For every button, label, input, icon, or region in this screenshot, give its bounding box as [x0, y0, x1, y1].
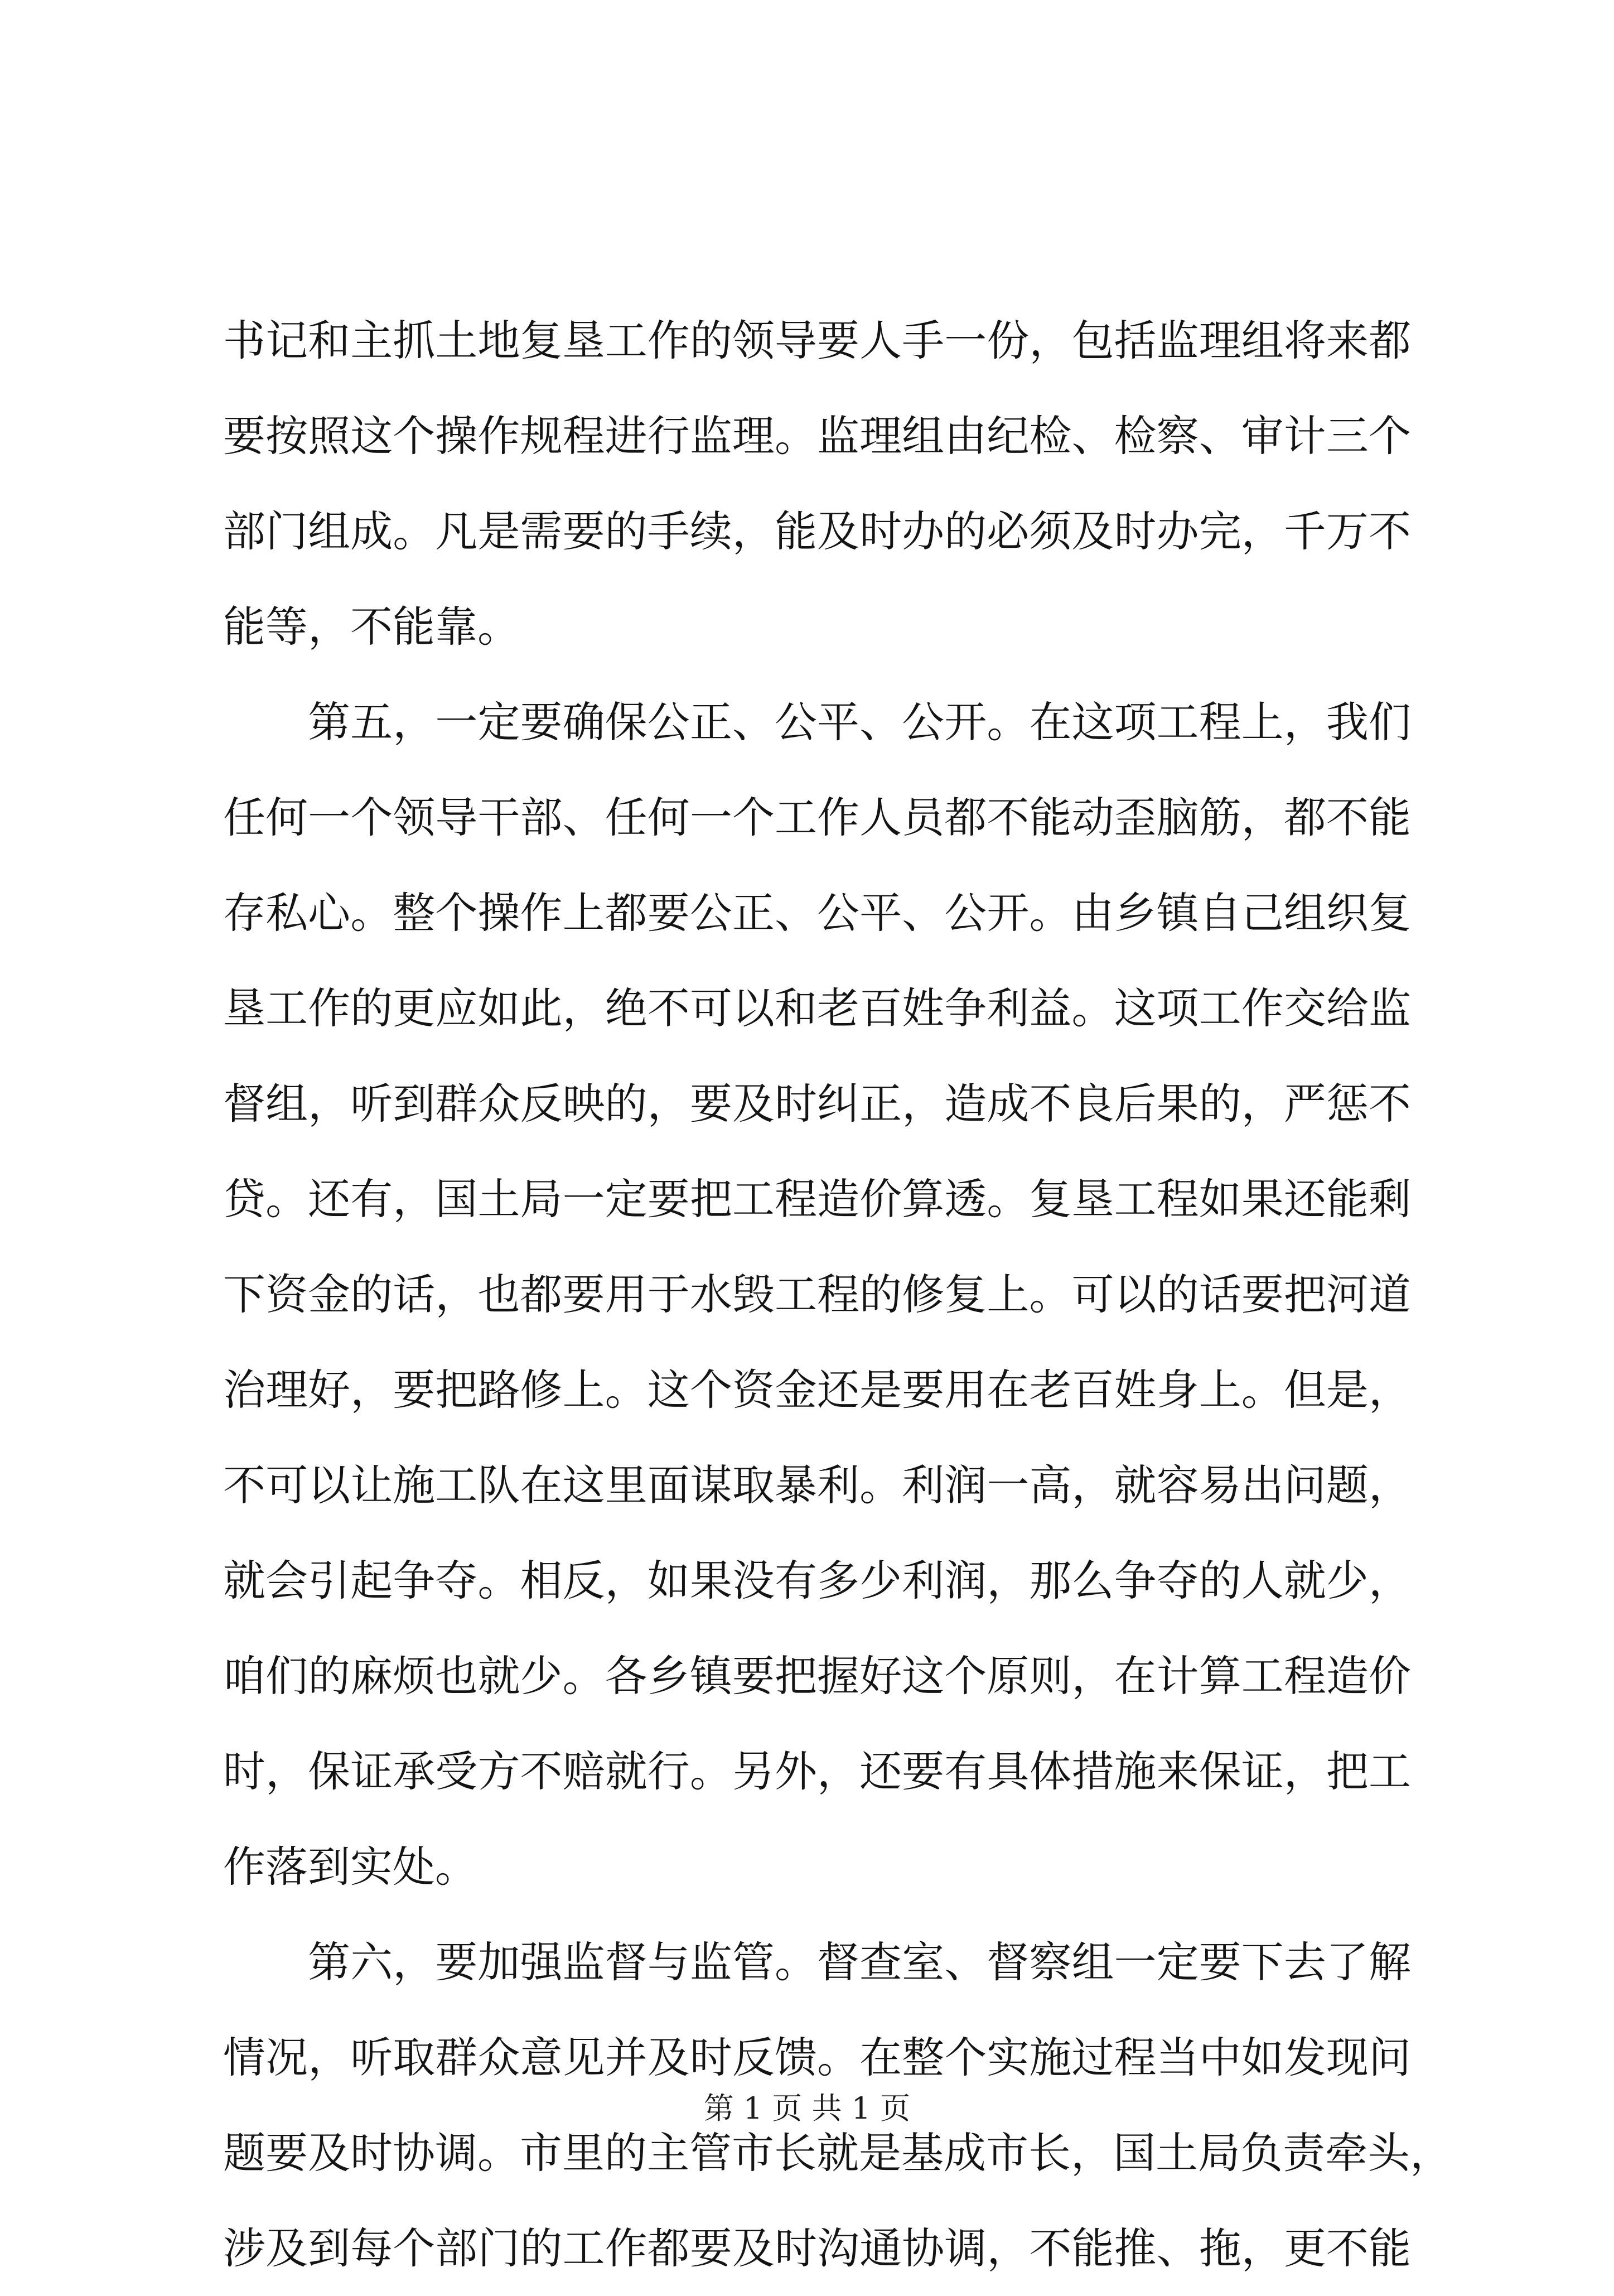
document-body: [223, 293, 1452, 2296]
text-line: 咱们的麻烦也就少。各乡镇要把握好这个原则，在计算工程造价: [223, 1651, 1411, 1701]
text-line: 能等，不能靠。: [223, 602, 520, 652]
text-line: 作落到实处。: [223, 1842, 477, 1892]
text-line: 不可以让施工队在这里面谋取暴利。利润一高，就容易出问题，: [223, 1460, 1411, 1510]
paragraph: [223, 293, 1411, 674]
text-line: 要按照这个操作规程进行监理。监理组由纪检、检察、审计三个: [223, 411, 1411, 461]
text-line: 第五，一定要确保公正、公平、公开。在这项工程上，我们: [223, 697, 1411, 747]
text-line: 时，保证承受方不赔就行。另外，还要有具体措施来保证，把工: [223, 1747, 1411, 1796]
text-line: 任何一个领导干部、任何一个工作人员都不能动歪脑筋，都不能: [223, 793, 1411, 842]
text-line: 贷。还有，国土局一定要把工程造价算透。复垦工程如果还能剩: [223, 1174, 1411, 1224]
text-line: 存私心。整个操作上都要公正、公平、公开。由乡镇自己组织复: [223, 888, 1411, 938]
text-line: 第六，要加强监督与监管。督查室、督察组一定要下去了解: [223, 1937, 1411, 1987]
text-line: 书记和主抓土地复垦工作的领导要人手一份，包括监理组将来都: [223, 316, 1411, 365]
text-line: 垦工作的更应如此，绝不可以和老百姓争利益。这项工作交给监: [223, 983, 1411, 1033]
text-line: 治理好，要把路修上。这个资金还是要用在老百姓身上。但是，: [223, 1365, 1411, 1415]
text-line: 涉及到每个部门的工作都要及时沟通协调，不能推、拖，更不能: [223, 2223, 1411, 2273]
page-number-footer: 第 1 页 共 1 页: [703, 2091, 911, 2126]
text-line: 督组，听到群众反映的，要及时纠正，造成不良后果的，严惩不: [223, 1079, 1411, 1128]
text-line: 情况，听取群众意见并及时反馈。在整个实施过程当中如发现问: [223, 2033, 1411, 2082]
text-line: 就会引起争夺。相反，如果没有多少利润，那么争夺的人就少，: [223, 1556, 1411, 1605]
text-line: 下资金的话，也都要用于水毁工程的修复上。可以的话要把河道: [223, 1270, 1411, 1319]
text-line: 部门组成。凡是需要的手续，能及时办的必须及时办完，千万不: [223, 507, 1411, 556]
paragraph: [223, 674, 1411, 1914]
text-line: 题要及时协调。市里的主管市长就是基成市长，国土局负责牵头，: [223, 2128, 1452, 2178]
